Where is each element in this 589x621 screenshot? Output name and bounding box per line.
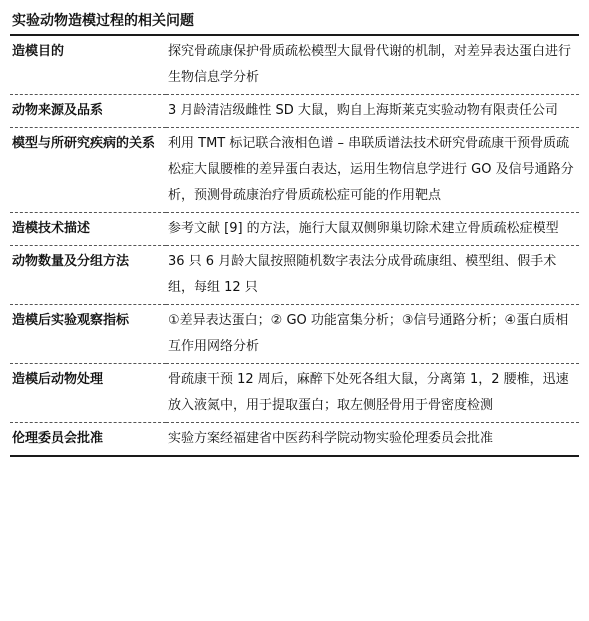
- table-row: [10, 423, 579, 457]
- row-label-observation: 造模后实验观察指标: [10, 305, 166, 364]
- table-row: [10, 305, 579, 364]
- row-value-ethics: 实验方案经福建省中医药科学院动物实验伦理委员会批准: [166, 423, 579, 457]
- table-row: [10, 213, 579, 246]
- table-row: [10, 36, 579, 95]
- row-label-model-relation: 模型与所研究疾病的关系: [10, 128, 166, 213]
- table-row: [10, 364, 579, 423]
- row-label-grouping: 动物数量及分组方法: [10, 246, 166, 305]
- table-row: [10, 95, 579, 128]
- row-label-purpose: 造模目的: [10, 36, 166, 95]
- row-value-observation: ①差异表达蛋白；② GO 功能富集分析；③信号通路分析；④蛋白质相互作用网络分析: [166, 305, 579, 364]
- row-value-purpose: 探究骨疏康保护骨质疏松模型大鼠骨代谢的机制，对差异表达蛋白进行生物信息学分析: [166, 36, 579, 95]
- row-value-animal-source: 3 月龄清洁级雌性 SD 大鼠，购自上海斯莱克实验动物有限责任公司: [166, 95, 579, 128]
- table-title: 实验动物造模过程的相关问题: [10, 8, 579, 36]
- table-row: [10, 128, 579, 213]
- row-value-technique: 参考文献 [9] 的方法，施行大鼠双侧卵巢切除术建立骨质疏松症模型: [166, 213, 579, 246]
- row-value-model-relation: 利用 TMT 标记联合液相色谱 – 串联质谱法技术研究骨疏康干预骨质疏松症大鼠腰椎的差异蛋白表达，运用生物信息学进行 GO 及信号通路分析，预测骨疏康治疗骨质疏松症可能的作用靶点: [166, 128, 579, 213]
- row-label-post-treatment: 造模后动物处理: [10, 364, 166, 423]
- row-value-grouping: 36 只 6 月龄大鼠按照随机数字表法分成骨疏康组、模型组、假手术组，每组 12 只: [166, 246, 579, 305]
- row-label-technique: 造模技术描述: [10, 213, 166, 246]
- row-label-ethics: 伦理委员会批准: [10, 423, 166, 457]
- row-label-animal-source: 动物来源及品系: [10, 95, 166, 128]
- table-row: [10, 246, 579, 305]
- row-value-post-treatment: 骨疏康干预 12 周后，麻醉下处死各组大鼠，分离第 1，2 腰椎，迅速放入液氮中，用于提取蛋白；取左侧胫骨用于骨密度检测: [166, 364, 579, 423]
- info-table: [10, 36, 579, 457]
